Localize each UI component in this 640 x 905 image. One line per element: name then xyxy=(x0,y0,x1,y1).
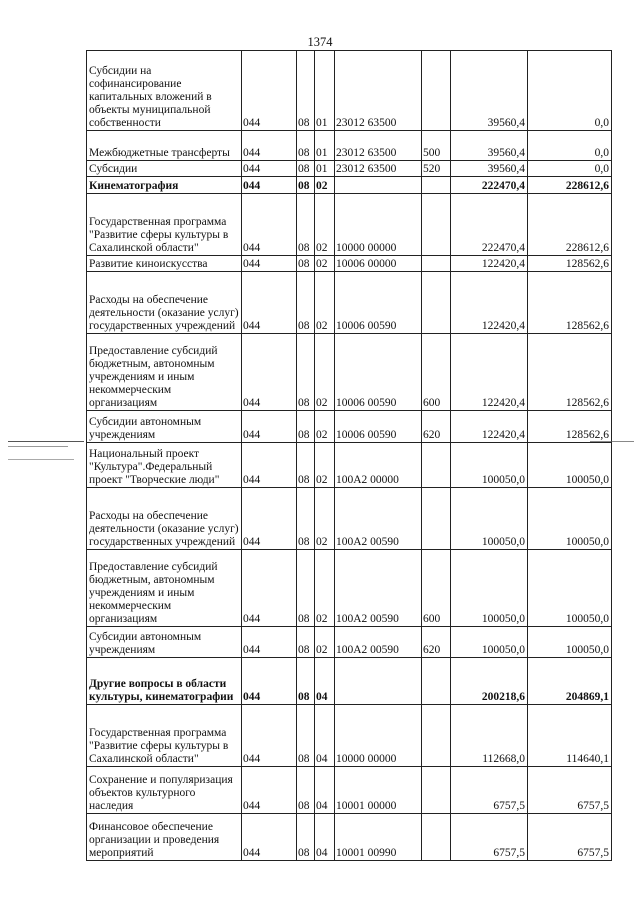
cell-vr xyxy=(422,51,451,131)
cell-sum2: 100050,0 xyxy=(528,443,612,488)
cell-rz: 08 xyxy=(297,814,315,861)
cell-sum1: 39560,4 xyxy=(451,131,528,161)
cell-vr xyxy=(422,443,451,488)
cell-pr: 02 xyxy=(315,550,335,627)
cell-vr: 520 xyxy=(422,161,451,177)
cell-ved: 044 xyxy=(242,814,297,861)
cell-csr: 10001 00000 xyxy=(335,767,422,814)
cell-ved: 044 xyxy=(242,161,297,177)
cell-ved: 044 xyxy=(242,658,297,705)
cell-vr xyxy=(422,814,451,861)
cell-name: Предоставление субсидий бюджетным, автономным учреждениям и иным некоммерческим организациям xyxy=(87,550,242,627)
scan-artifact xyxy=(8,446,68,447)
scan-artifact xyxy=(590,441,634,442)
cell-ved: 044 xyxy=(242,705,297,767)
cell-ved: 044 xyxy=(242,256,297,272)
cell-rz: 08 xyxy=(297,334,315,411)
cell-ved: 044 xyxy=(242,550,297,627)
cell-name: Субсидии xyxy=(87,161,242,177)
cell-pr: 02 xyxy=(315,177,335,194)
cell-rz: 08 xyxy=(297,488,315,550)
cell-ved: 044 xyxy=(242,443,297,488)
cell-sum2: 128562,6 xyxy=(528,411,612,443)
cell-sum1: 100050,0 xyxy=(451,550,528,627)
cell-csr: 10000 00000 xyxy=(335,705,422,767)
table-row xyxy=(87,161,612,177)
cell-vr xyxy=(422,177,451,194)
scan-artifact xyxy=(8,459,74,460)
cell-rz: 08 xyxy=(297,177,315,194)
cell-csr: 10006 00590 xyxy=(335,272,422,334)
cell-vr: 620 xyxy=(422,627,451,658)
cell-name: Субсидии автономным учреждениям xyxy=(87,627,242,658)
table-row xyxy=(87,814,612,861)
cell-csr: 10000 00000 xyxy=(335,194,422,256)
cell-vr: 600 xyxy=(422,334,451,411)
table-row xyxy=(87,334,612,411)
table-row xyxy=(87,272,612,334)
table-row xyxy=(87,627,612,658)
cell-ved: 044 xyxy=(242,767,297,814)
cell-pr: 02 xyxy=(315,256,335,272)
cell-csr: 100А2 00590 xyxy=(335,550,422,627)
budget-table xyxy=(86,50,612,861)
cell-rz: 08 xyxy=(297,161,315,177)
cell-sum1: 100050,0 xyxy=(451,443,528,488)
cell-csr: 23012 63500 xyxy=(335,161,422,177)
cell-pr: 04 xyxy=(315,767,335,814)
cell-csr: 100А2 00590 xyxy=(335,488,422,550)
cell-csr: 100А2 00000 xyxy=(335,443,422,488)
cell-name: Национальный проект "Культура".Федеральный проект "Творческие люди" xyxy=(87,443,242,488)
table-row xyxy=(87,550,612,627)
cell-pr: 02 xyxy=(315,443,335,488)
cell-pr: 02 xyxy=(315,627,335,658)
cell-name: Государственная программа "Развитие сферы культуры в Сахалинской области" xyxy=(87,194,242,256)
cell-ved: 044 xyxy=(242,334,297,411)
cell-pr: 02 xyxy=(315,488,335,550)
cell-sum2: 128562,6 xyxy=(528,272,612,334)
cell-sum2: 128562,6 xyxy=(528,256,612,272)
cell-pr: 01 xyxy=(315,51,335,131)
cell-sum1: 222470,4 xyxy=(451,177,528,194)
cell-vr xyxy=(422,256,451,272)
cell-sum2: 100050,0 xyxy=(528,627,612,658)
cell-sum1: 6757,5 xyxy=(451,814,528,861)
cell-rz: 08 xyxy=(297,272,315,334)
cell-sum2: 204869,1 xyxy=(528,658,612,705)
cell-vr xyxy=(422,194,451,256)
cell-sum1: 122420,4 xyxy=(451,411,528,443)
cell-vr xyxy=(422,488,451,550)
cell-name: Расходы на обеспечение деятельности (оказание услуг) государственных учреждений xyxy=(87,488,242,550)
table-row xyxy=(87,51,612,131)
cell-ved: 044 xyxy=(242,272,297,334)
cell-vr: 600 xyxy=(422,550,451,627)
table-row xyxy=(87,194,612,256)
table-row xyxy=(87,256,612,272)
cell-ved: 044 xyxy=(242,177,297,194)
cell-rz: 08 xyxy=(297,443,315,488)
cell-vr xyxy=(422,767,451,814)
cell-name: Субсидии автономным учреждениям xyxy=(87,411,242,443)
page-number: 1374 xyxy=(307,35,333,49)
cell-sum2: 228612,6 xyxy=(528,177,612,194)
cell-name: Предоставление субсидий бюджетным, автономным учреждениям и иным некоммерческим организациям xyxy=(87,334,242,411)
cell-sum1: 100050,0 xyxy=(451,488,528,550)
cell-pr: 02 xyxy=(315,411,335,443)
cell-sum1: 122420,4 xyxy=(451,272,528,334)
table-row xyxy=(87,488,612,550)
cell-rz: 08 xyxy=(297,627,315,658)
cell-ved: 044 xyxy=(242,131,297,161)
cell-ved: 044 xyxy=(242,194,297,256)
cell-sum1: 122420,4 xyxy=(451,334,528,411)
cell-sum1: 122420,4 xyxy=(451,256,528,272)
cell-rz: 08 xyxy=(297,51,315,131)
cell-csr: 10001 00990 xyxy=(335,814,422,861)
cell-rz: 08 xyxy=(297,411,315,443)
scan-artifact xyxy=(8,441,84,442)
cell-csr xyxy=(335,658,422,705)
cell-pr: 02 xyxy=(315,194,335,256)
cell-sum1: 39560,4 xyxy=(451,161,528,177)
cell-pr: 04 xyxy=(315,705,335,767)
cell-name: Субсидии на софинансирование капитальных вложений в объекты муниципальной собственности xyxy=(87,51,242,131)
table-row xyxy=(87,767,612,814)
cell-ved: 044 xyxy=(242,627,297,658)
cell-sum1: 100050,0 xyxy=(451,627,528,658)
cell-vr xyxy=(422,272,451,334)
cell-sum2: 6757,5 xyxy=(528,767,612,814)
cell-sum1: 6757,5 xyxy=(451,767,528,814)
cell-name: Расходы на обеспечение деятельности (оказание услуг) государственных учреждений xyxy=(87,272,242,334)
cell-name: Кинематография xyxy=(87,177,242,194)
cell-name: Межбюджетные трансферты xyxy=(87,131,242,161)
cell-name: Финансовое обеспечение организации и проведения мероприятий xyxy=(87,814,242,861)
cell-pr: 04 xyxy=(315,814,335,861)
cell-rz: 08 xyxy=(297,256,315,272)
cell-rz: 08 xyxy=(297,658,315,705)
table-row xyxy=(87,443,612,488)
cell-name: Государственная программа "Развитие сферы культуры в Сахалинской области" xyxy=(87,705,242,767)
cell-vr: 620 xyxy=(422,411,451,443)
cell-name: Сохранение и популяризация объектов культурного наследия xyxy=(87,767,242,814)
cell-csr xyxy=(335,177,422,194)
cell-sum2: 6757,5 xyxy=(528,814,612,861)
cell-csr: 10006 00590 xyxy=(335,334,422,411)
table-row xyxy=(87,705,612,767)
cell-sum1: 112668,0 xyxy=(451,705,528,767)
table-row xyxy=(87,177,612,194)
table-row xyxy=(87,131,612,161)
cell-vr: 500 xyxy=(422,131,451,161)
cell-rz: 08 xyxy=(297,131,315,161)
cell-rz: 08 xyxy=(297,194,315,256)
cell-pr: 04 xyxy=(315,658,335,705)
cell-pr: 01 xyxy=(315,131,335,161)
cell-sum1: 200218,6 xyxy=(451,658,528,705)
cell-sum2: 0,0 xyxy=(528,161,612,177)
cell-sum2: 100050,0 xyxy=(528,488,612,550)
cell-pr: 01 xyxy=(315,161,335,177)
cell-sum2: 114640,1 xyxy=(528,705,612,767)
cell-name: Другие вопросы в области культуры, кинематографии xyxy=(87,658,242,705)
cell-csr: 23012 63500 xyxy=(335,131,422,161)
cell-rz: 08 xyxy=(297,705,315,767)
cell-ved: 044 xyxy=(242,411,297,443)
cell-pr: 02 xyxy=(315,272,335,334)
cell-vr xyxy=(422,705,451,767)
cell-csr: 10006 00000 xyxy=(335,256,422,272)
cell-ved: 044 xyxy=(242,51,297,131)
cell-csr: 100А2 00590 xyxy=(335,627,422,658)
cell-name: Развитие киноискусства xyxy=(87,256,242,272)
cell-sum2: 100050,0 xyxy=(528,550,612,627)
cell-rz: 08 xyxy=(297,767,315,814)
cell-sum1: 39560,4 xyxy=(451,51,528,131)
cell-sum2: 0,0 xyxy=(528,51,612,131)
table-row xyxy=(87,411,612,443)
table-row xyxy=(87,658,612,705)
cell-sum1: 222470,4 xyxy=(451,194,528,256)
cell-pr: 02 xyxy=(315,334,335,411)
cell-sum2: 228612,6 xyxy=(528,194,612,256)
cell-sum2: 128562,6 xyxy=(528,334,612,411)
cell-rz: 08 xyxy=(297,550,315,627)
cell-csr: 23012 63500 xyxy=(335,51,422,131)
cell-sum2: 0,0 xyxy=(528,131,612,161)
cell-csr: 10006 00590 xyxy=(335,411,422,443)
cell-vr xyxy=(422,658,451,705)
cell-ved: 044 xyxy=(242,488,297,550)
